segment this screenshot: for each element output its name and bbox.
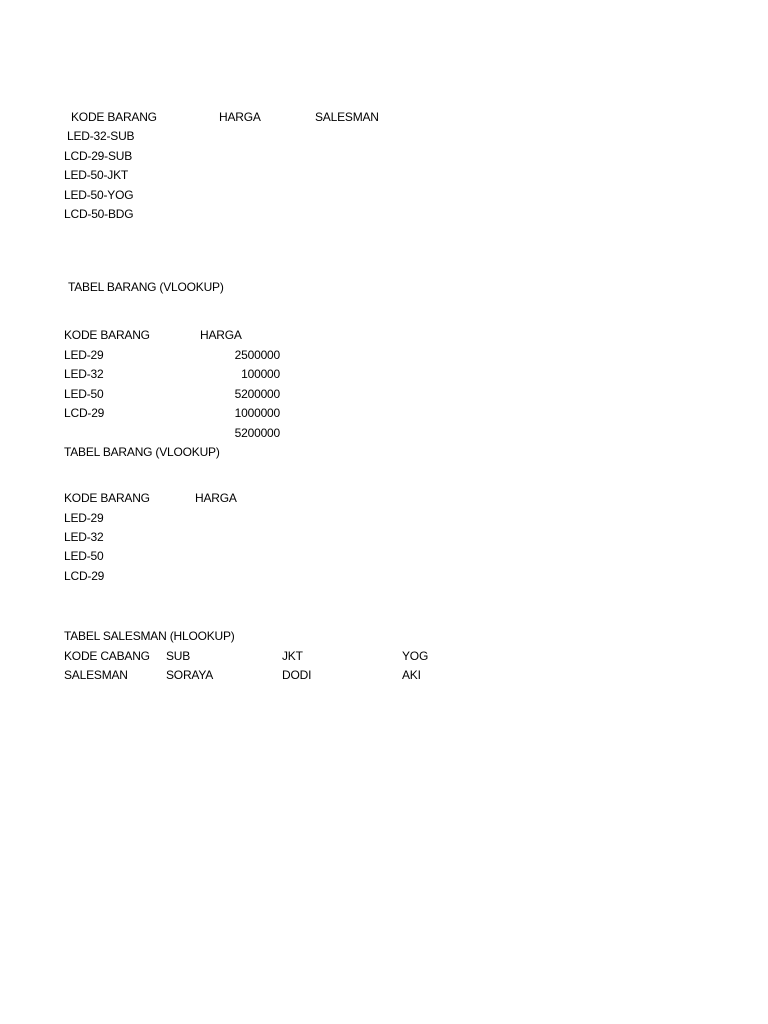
table1-header-harga: HARGA — [219, 110, 261, 124]
table4-cell: YOG — [402, 649, 429, 663]
table1-row: LED-50-YOG — [64, 188, 134, 202]
table3-header-kode: KODE BARANG — [64, 491, 150, 505]
table3-row: LCD-29 — [64, 569, 105, 583]
table3-title: TABEL BARANG (VLOOKUP) — [64, 445, 220, 459]
table2-row-kode: LED-29 — [64, 348, 104, 362]
table3-header-harga: HARGA — [195, 491, 237, 505]
table3-row: LED-50 — [64, 549, 104, 563]
table2-title: TABEL BARANG (VLOOKUP) — [68, 280, 224, 294]
table2-row-harga: 1000000 — [234, 406, 280, 420]
table4-title: TABEL SALESMAN (HLOOKUP) — [64, 629, 235, 643]
table1-row: LED-50-JKT — [64, 168, 129, 182]
table2-header-kode: KODE BARANG — [64, 328, 150, 342]
table2-row-harga: 5200000 — [234, 387, 280, 401]
table4-cell: SORAYA — [166, 668, 214, 682]
table1-row: LED-32-SUB — [67, 129, 135, 143]
table1-header-kode: KODE BARANG — [71, 110, 157, 124]
table3-row: LED-32 — [64, 530, 104, 544]
table4-cell: SUB — [166, 649, 191, 663]
table3-row: LED-29 — [64, 511, 104, 525]
table2-header-harga: HARGA — [200, 328, 242, 342]
table2-row-harga: 100000 — [241, 367, 280, 381]
table2-row-kode: LCD-29 — [64, 406, 105, 420]
table4-cell: JKT — [282, 649, 303, 663]
table4-cell: AKI — [402, 668, 421, 682]
table1-row: LCD-29-SUB — [64, 149, 133, 163]
table4-cell: KODE CABANG — [64, 649, 150, 663]
table2-row-kode: LED-50 — [64, 387, 104, 401]
table2-row-harga: 2500000 — [234, 348, 280, 362]
table2-row-kode: LED-32 — [64, 367, 104, 381]
table2-row-harga: 5200000 — [234, 426, 280, 440]
table1-header-salesman: SALESMAN — [315, 110, 379, 124]
table4-cell: SALESMAN — [64, 668, 128, 682]
table1-row: LCD-50-BDG — [64, 207, 134, 221]
table4-cell: DODI — [282, 668, 312, 682]
